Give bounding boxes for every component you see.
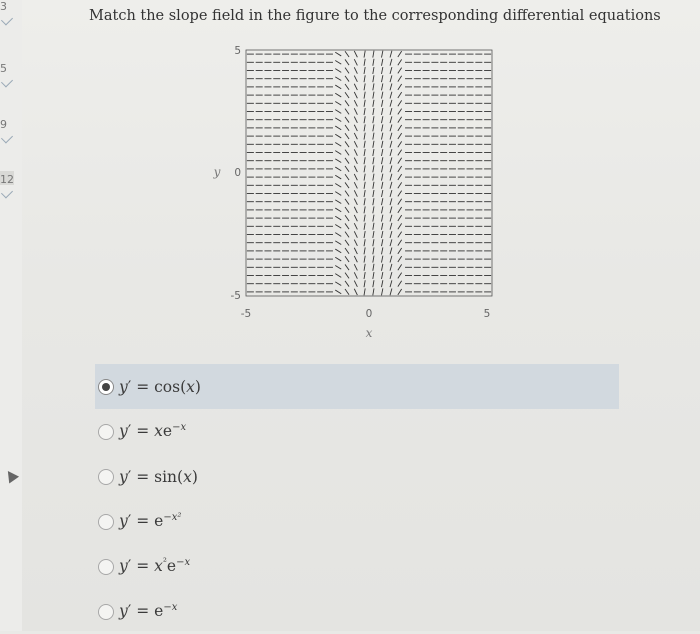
equation-label: $y' = e^{-x}$ <box>119 602 178 621</box>
slope-segment <box>364 100 365 107</box>
slope-segment <box>373 149 374 156</box>
slope-segment <box>382 272 383 279</box>
slope-segment <box>390 198 392 205</box>
nav-question-9[interactable] <box>0 118 22 152</box>
slope-segment <box>364 247 365 254</box>
slope-segment <box>335 183 341 187</box>
slope-segment <box>390 231 392 238</box>
slope-segment <box>345 158 349 164</box>
slope-segment <box>398 133 402 139</box>
radio-button-selected[interactable] <box>98 379 114 395</box>
slope-segment <box>398 215 402 221</box>
slope-segment <box>390 116 392 123</box>
slope-segment <box>382 116 383 123</box>
slope-segment <box>364 59 365 66</box>
slope-segment <box>354 92 357 98</box>
slope-segment <box>390 108 392 115</box>
slope-segment <box>373 264 374 271</box>
slope-segment <box>364 108 365 115</box>
radio-button[interactable] <box>98 514 114 530</box>
slope-segment <box>345 68 349 74</box>
slope-segment <box>373 75 374 82</box>
slope-segment <box>364 149 365 156</box>
slope-segment <box>398 248 402 254</box>
slope-segment <box>382 141 383 148</box>
slope-segment <box>382 223 383 230</box>
slope-segment <box>364 272 365 279</box>
slope-segment <box>354 281 357 287</box>
slope-segment <box>345 191 349 197</box>
slope-segment <box>382 67 383 74</box>
slope-segment <box>398 199 402 205</box>
slope-segment <box>398 264 402 270</box>
radio-button[interactable] <box>98 424 114 440</box>
slope-segment <box>373 92 374 99</box>
slope-segment <box>382 190 383 197</box>
slope-segment <box>398 232 402 238</box>
answer-option-gaussian[interactable] <box>95 499 619 544</box>
slope-segment <box>382 280 383 287</box>
slope-segment <box>335 93 341 97</box>
slope-segment <box>364 133 365 140</box>
slope-segment <box>364 83 365 90</box>
slope-segment <box>335 208 341 212</box>
slope-segment <box>373 124 374 131</box>
slope-segment <box>382 215 383 222</box>
slope-segment <box>390 133 392 140</box>
slope-segment <box>354 199 357 205</box>
slope-segment <box>335 200 341 204</box>
answer-option-cos[interactable] <box>95 364 619 409</box>
answer-option-exp[interactable] <box>95 589 619 634</box>
slope-segment <box>364 141 365 148</box>
slope-segment <box>390 51 392 58</box>
slope-segment <box>345 289 349 295</box>
slope-segment <box>382 239 383 246</box>
slope-segment <box>390 256 392 263</box>
equation-label: $y' = xe^{-x}$ <box>119 422 187 441</box>
slope-segment <box>354 231 357 237</box>
answer-option-x2-exp[interactable] <box>95 544 619 589</box>
slope-segment <box>390 141 392 148</box>
slope-segment <box>354 59 357 65</box>
slope-segment <box>354 141 357 147</box>
slope-segment <box>364 92 365 99</box>
slope-segment <box>335 167 341 171</box>
y-tick-label: 0 <box>234 167 241 179</box>
answer-option-x-exp[interactable] <box>95 409 619 454</box>
slope-segment <box>364 75 365 82</box>
slope-segment <box>354 51 357 57</box>
slope-segment <box>398 92 402 98</box>
slope-segment <box>373 231 374 238</box>
slope-segment <box>364 157 365 164</box>
slope-segment <box>364 288 365 295</box>
slope-segment <box>398 166 402 172</box>
slope-segment <box>373 133 374 140</box>
slope-segment <box>373 247 374 254</box>
answered-check-icon <box>1 186 13 198</box>
slope-segment <box>390 149 392 156</box>
slope-segment <box>345 76 349 82</box>
slope-segment <box>364 206 365 213</box>
equation-label: y′ = sin(x) <box>119 467 198 486</box>
slope-segment <box>364 215 365 222</box>
slope-segment <box>354 67 357 73</box>
slope-segment <box>354 174 357 180</box>
slope-segment <box>398 256 402 262</box>
slope-segment <box>345 125 349 131</box>
slope-segment <box>398 174 402 180</box>
answered-check-icon <box>1 75 13 87</box>
slope-segment <box>398 100 402 106</box>
slope-segment <box>335 118 341 122</box>
slope-segment <box>373 157 374 164</box>
slope-segment <box>373 223 374 230</box>
slope-segment <box>373 165 374 172</box>
slope-segment <box>373 108 374 115</box>
slope-segment <box>373 67 374 74</box>
slope-segment <box>354 108 357 114</box>
slope-segment <box>364 198 365 205</box>
slope-segment <box>335 233 341 237</box>
slope-segment <box>382 264 383 271</box>
slope-segment <box>373 256 374 263</box>
x-tick-label: 5 <box>483 308 491 320</box>
slope-segment <box>382 182 383 189</box>
slope-segment <box>398 141 402 147</box>
slope-segment <box>335 126 341 130</box>
slope-segment <box>373 280 374 287</box>
slope-segment <box>335 282 341 286</box>
nav-question-3[interactable] <box>0 0 22 34</box>
slope-segment <box>354 240 357 246</box>
slope-segment <box>373 100 374 107</box>
slope-segment <box>382 59 383 66</box>
slope-segment <box>398 289 402 295</box>
slope-segment <box>345 281 349 287</box>
slope-segment <box>398 117 402 123</box>
slope-segment <box>373 190 374 197</box>
slope-segment <box>390 75 392 82</box>
slope-segment <box>354 100 357 106</box>
slope-segment <box>364 165 365 172</box>
slope-segment <box>398 281 402 287</box>
slope-segment <box>354 182 357 188</box>
slope-segment <box>345 166 349 172</box>
slope-segment <box>398 68 402 74</box>
slope-segment <box>335 192 341 196</box>
slope-segment <box>398 125 402 131</box>
slope-segment <box>345 232 349 238</box>
slope-segment <box>345 223 349 229</box>
slope-segment <box>390 92 392 99</box>
slope-segment <box>373 288 374 295</box>
slope-segment <box>364 116 365 123</box>
slope-segment <box>382 100 383 107</box>
slope-segment <box>398 191 402 197</box>
slope-segment <box>382 198 383 205</box>
slope-segment <box>335 224 341 228</box>
slope-segment <box>398 223 402 229</box>
slope-segment <box>390 84 392 91</box>
slope-segment <box>345 59 349 65</box>
slope-segment <box>345 51 349 57</box>
answer-options <box>95 364 619 634</box>
slope-segment <box>382 247 383 254</box>
slope-segment <box>373 272 374 279</box>
slope-segment <box>390 166 392 173</box>
slope-segment <box>364 190 365 197</box>
nav-question-number: 5 <box>0 62 7 75</box>
slope-segment <box>382 108 383 115</box>
radio-button[interactable] <box>98 604 114 620</box>
slope-segment <box>364 174 365 181</box>
slope-segment <box>390 125 392 132</box>
equation-label: y′ = cos(x) <box>119 377 201 396</box>
slope-segment <box>373 51 374 58</box>
slope-segment <box>382 288 383 295</box>
slope-segment <box>345 133 349 139</box>
slope-segment <box>354 125 357 131</box>
slope-segment <box>335 134 341 138</box>
question-title: Match the slope field in the figure to the corresponding differential equations <box>89 8 661 24</box>
slope-segment <box>345 150 349 156</box>
slope-segment <box>364 67 365 74</box>
slope-segment <box>398 76 402 82</box>
y-tick-label: -5 <box>230 290 241 302</box>
slope-segment <box>390 215 392 222</box>
slope-segment <box>373 206 374 213</box>
answered-check-icon <box>1 13 13 25</box>
slope-segment <box>345 141 349 147</box>
slope-segment <box>398 84 402 90</box>
equation-label: $y' = e^{-x^2}$ <box>119 512 182 531</box>
slope-segment <box>345 215 349 221</box>
slope-segment <box>373 174 374 181</box>
slope-segment <box>354 289 357 295</box>
slope-segment <box>345 182 349 188</box>
equation-label: $y' = x^{^2}e^{-x}$ <box>119 557 191 576</box>
slope-segment <box>382 231 383 238</box>
slope-segment <box>373 198 374 205</box>
slope-segment <box>345 264 349 270</box>
nav-question-number: 3 <box>0 0 7 13</box>
question-navigation-rail <box>0 0 22 631</box>
nav-question-5[interactable] <box>0 62 22 96</box>
answer-option-sin[interactable] <box>95 454 619 499</box>
slope-segment <box>345 273 349 279</box>
slope-segment <box>335 257 341 261</box>
slope-segment <box>398 273 402 279</box>
slope-segment <box>373 116 374 123</box>
slope-segment <box>345 207 349 213</box>
slope-segment <box>345 240 349 246</box>
slope-segment <box>335 159 341 163</box>
y-axis-label: y <box>213 165 221 179</box>
slope-segment <box>354 190 357 196</box>
slope-segment <box>335 77 341 81</box>
slope-segment <box>390 59 392 66</box>
slope-segment <box>345 109 349 115</box>
slope-segment <box>382 165 383 172</box>
slope-segment <box>364 182 365 189</box>
slope-segment <box>354 84 357 90</box>
slope-segment <box>354 133 357 139</box>
slope-segment <box>398 158 402 164</box>
slope-segment <box>398 240 402 246</box>
slope-segment <box>345 117 349 123</box>
slope-segment <box>335 249 341 253</box>
slope-segment <box>354 166 357 172</box>
slope-segment <box>345 248 349 254</box>
slope-segment <box>345 256 349 262</box>
slope-segment <box>335 142 341 146</box>
slope-segment <box>335 60 341 64</box>
slope-segment <box>335 101 341 105</box>
x-tick-label: -5 <box>240 308 252 320</box>
nav-question-12[interactable] <box>0 173 22 207</box>
slope-segment <box>382 174 383 181</box>
slope-segment <box>382 133 383 140</box>
slope-segment <box>390 280 392 287</box>
slope-segment <box>354 264 357 270</box>
slope-segment <box>335 274 341 278</box>
slope-segment <box>335 52 341 56</box>
slope-segment <box>390 174 392 181</box>
slope-segment <box>398 182 402 188</box>
slope-segment <box>398 109 402 115</box>
radio-button[interactable] <box>98 469 114 485</box>
slope-segment <box>345 84 349 90</box>
slope-segment <box>354 272 357 278</box>
slope-field-plot <box>205 35 505 340</box>
slope-segment <box>390 190 392 197</box>
slope-segment <box>382 75 383 82</box>
slope-segment <box>354 117 357 123</box>
slope-segment <box>390 239 392 246</box>
slope-segment <box>345 92 349 98</box>
slope-segment <box>335 216 341 220</box>
slope-segment <box>335 290 341 294</box>
slope-segment <box>354 248 357 254</box>
slope-segment <box>390 207 392 214</box>
slope-segment <box>335 110 341 114</box>
slope-segments <box>247 51 491 296</box>
slope-segment <box>335 265 341 269</box>
slope-segment <box>398 51 402 57</box>
slope-segment <box>398 150 402 156</box>
slope-segment <box>354 223 357 229</box>
slope-segment <box>382 157 383 164</box>
slope-segment <box>390 223 392 230</box>
slope-segment <box>398 59 402 65</box>
slope-segment <box>345 100 349 106</box>
slope-segment <box>335 85 341 89</box>
slope-segment <box>382 256 383 263</box>
nav-question-number: 12 <box>0 173 14 186</box>
slope-segment <box>382 51 383 58</box>
slope-segment <box>373 59 374 66</box>
slope-segment <box>354 158 357 164</box>
slope-segment <box>335 241 341 245</box>
slope-segment <box>390 67 392 74</box>
slope-segment <box>354 256 357 262</box>
slope-segment <box>373 239 374 246</box>
slope-segment <box>390 289 392 296</box>
x-axis-label: x <box>365 326 373 340</box>
slope-segment <box>382 149 383 156</box>
slope-segment <box>335 69 341 73</box>
slope-segment <box>390 157 392 164</box>
slope-segment <box>382 83 383 90</box>
slope-segment <box>390 100 392 107</box>
y-tick-label: 5 <box>234 45 241 57</box>
nav-question-number: 9 <box>0 118 7 131</box>
slope-segment <box>398 207 402 213</box>
slope-segment <box>354 76 357 82</box>
slope-segment <box>354 215 357 221</box>
slope-segment <box>345 174 349 180</box>
slope-segment <box>354 207 357 213</box>
slope-segment <box>345 199 349 205</box>
slope-segment <box>390 248 392 255</box>
slope-field-svg <box>205 35 505 340</box>
radio-button[interactable] <box>98 559 114 575</box>
slope-segment <box>373 83 374 90</box>
x-tick-label: 0 <box>365 308 373 320</box>
slope-segment <box>390 264 392 271</box>
slope-segment <box>354 149 357 155</box>
slope-segment <box>364 239 365 246</box>
slope-segment <box>390 272 392 279</box>
answered-check-icon <box>1 131 13 143</box>
slope-segment <box>364 256 365 263</box>
slope-segment <box>373 215 374 222</box>
slope-segment <box>364 51 365 58</box>
slope-segment <box>373 141 374 148</box>
slope-segment <box>364 280 365 287</box>
slope-segment <box>335 151 341 155</box>
slope-segment <box>364 231 365 238</box>
slope-segment <box>390 182 392 189</box>
slope-segment <box>364 124 365 131</box>
slope-segment <box>382 206 383 213</box>
slope-segment <box>382 92 383 99</box>
slope-segment <box>373 182 374 189</box>
slope-segment <box>382 124 383 131</box>
slope-segment <box>364 264 365 271</box>
slope-segment <box>364 223 365 230</box>
slope-segment <box>335 175 341 179</box>
